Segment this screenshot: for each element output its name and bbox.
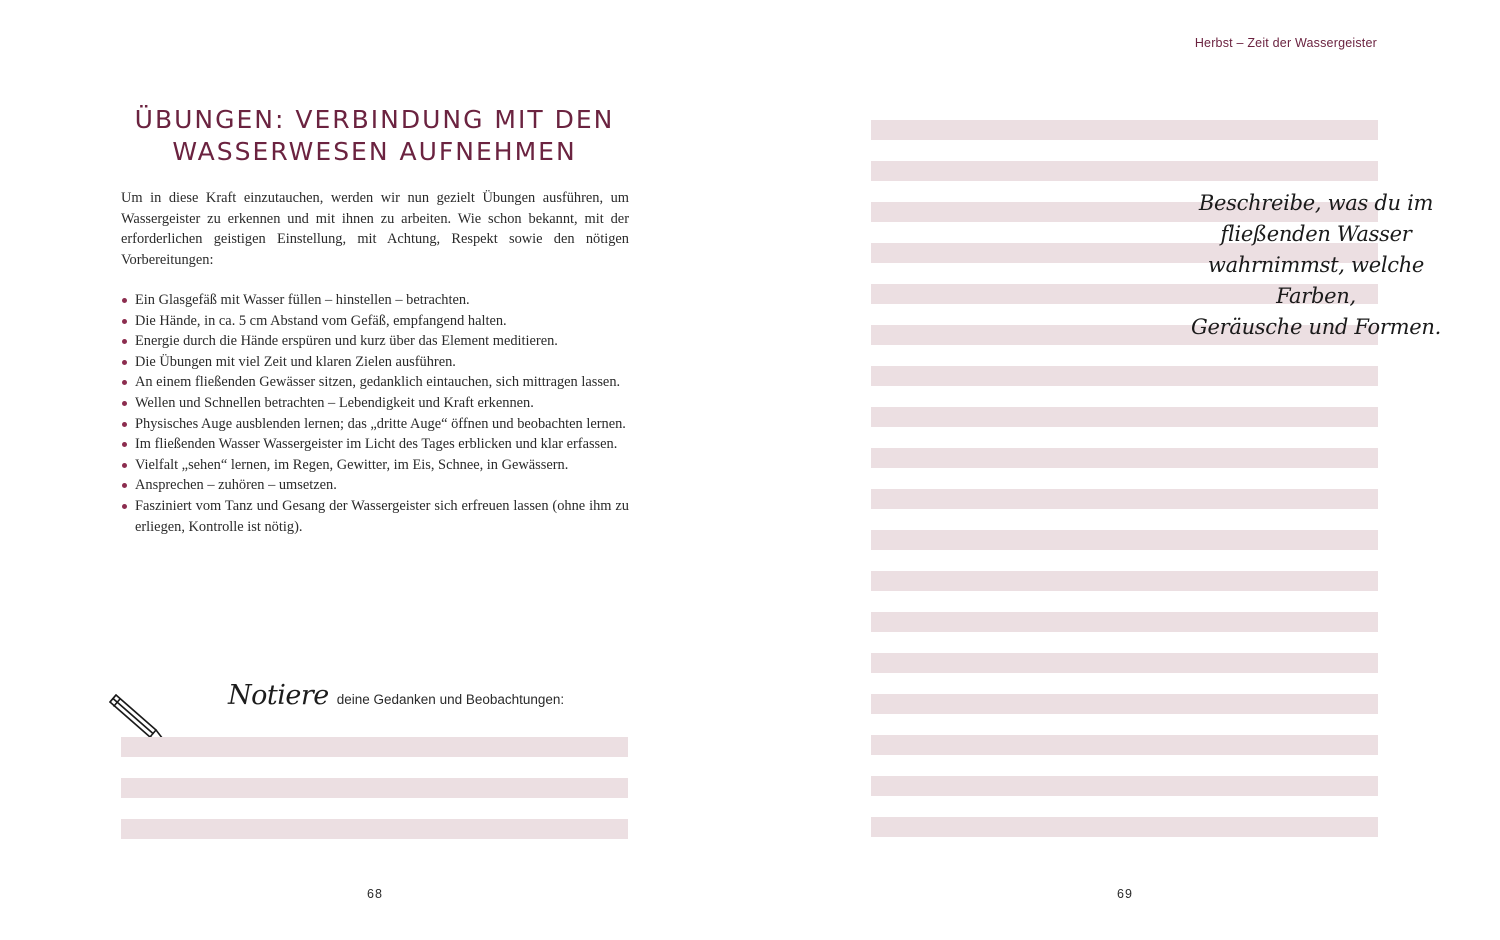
handwritten-prompt — [1186, 188, 1446, 343]
writing-line[interactable] — [871, 776, 1378, 796]
exercise-item: Energie durch die Hände erspüren und kurz über das Element meditieren. — [121, 331, 629, 352]
writing-line[interactable] — [871, 489, 1378, 509]
writing-line[interactable] — [871, 612, 1378, 632]
writing-lines-left — [121, 737, 628, 841]
writing-line[interactable] — [121, 737, 628, 757]
writing-line[interactable] — [871, 366, 1378, 386]
exercise-item: Im fließenden Wasser Wassergeister im Licht des Tages erblicken und klar erfassen. — [121, 434, 629, 455]
title-line-2: WASSERWESEN AUFNEHMEN — [172, 137, 577, 166]
page-number-left: 68 — [367, 887, 383, 901]
exercise-item: Die Hände, in ca. 5 cm Abstand vom Gefäß, empfangend halten. — [121, 311, 629, 332]
writing-line[interactable] — [871, 694, 1378, 714]
writing-line[interactable] — [871, 161, 1378, 181]
page-number-right: 69 — [1117, 887, 1133, 901]
writing-line[interactable] — [871, 407, 1378, 427]
writing-line[interactable] — [871, 735, 1378, 755]
right-page — [750, 0, 1500, 940]
notes-script-word: Notiere — [228, 680, 329, 711]
handwritten-line: fließenden Wasser — [1220, 222, 1412, 246]
writing-line[interactable] — [871, 530, 1378, 550]
writing-line[interactable] — [871, 817, 1378, 837]
running-header: Herbst – Zeit der Wassergeister — [1194, 36, 1377, 50]
exercise-item: Ansprechen – zuhören – umsetzen. — [121, 475, 629, 496]
intro-paragraph: Um in diese Kraft einzutauchen, werden wir nun gezielt Übungen ausführen, um Wassergeister zu erkennen und mit ihnen zu arbeiten. Wie schon bekannt, mit der erforderlichen geistigen Einstellung, mit Achtung, Respekt sowie den nötigen Vorbereitungen: — [121, 190, 629, 268]
writing-line[interactable] — [121, 778, 628, 798]
chapter-title — [121, 104, 628, 168]
exercise-list — [121, 290, 629, 537]
exercise-item: Wellen und Schnellen betrachten – Lebendigkeit und Kraft erkennen. — [121, 393, 629, 414]
exercise-item: Vielfalt „sehen“ lernen, im Regen, Gewitter, im Eis, Schnee, in Gewässern. — [121, 455, 629, 476]
exercise-item: Fasziniert vom Tanz und Gesang der Wassergeister sich erfreuen lassen (ohne ihm zu erliegen, Kontrolle ist nötig). — [121, 496, 629, 537]
writing-line[interactable] — [871, 571, 1378, 591]
notes-prompt — [228, 680, 564, 711]
title-line-1: ÜBUNGEN: VERBINDUNG MIT DEN — [134, 105, 615, 134]
writing-line[interactable] — [871, 448, 1378, 468]
handwritten-line: Beschreibe, was du im — [1198, 191, 1434, 215]
exercise-item: Physisches Auge ausblenden lernen; das „dritte Auge“ öffnen und beobachten lernen. — [121, 414, 629, 435]
exercise-item: Die Übungen mit viel Zeit und klaren Zielen ausführen. — [121, 352, 629, 373]
handwritten-line: Geräusche und Formen. — [1191, 315, 1441, 339]
writing-line[interactable] — [871, 653, 1378, 673]
handwritten-line: wahrnimmst, welche Farben, — [1207, 253, 1425, 308]
notes-prompt-text: deine Gedanken und Beobachtungen: — [336, 692, 565, 707]
exercise-item: Ein Glasgefäß mit Wasser füllen – hinstellen – betrachten. — [121, 290, 629, 311]
writing-line[interactable] — [121, 819, 628, 839]
writing-line[interactable] — [871, 120, 1378, 140]
exercise-item: An einem fließenden Gewässer sitzen, gedanklich eintauchen, sich mittragen lassen. — [121, 372, 629, 393]
